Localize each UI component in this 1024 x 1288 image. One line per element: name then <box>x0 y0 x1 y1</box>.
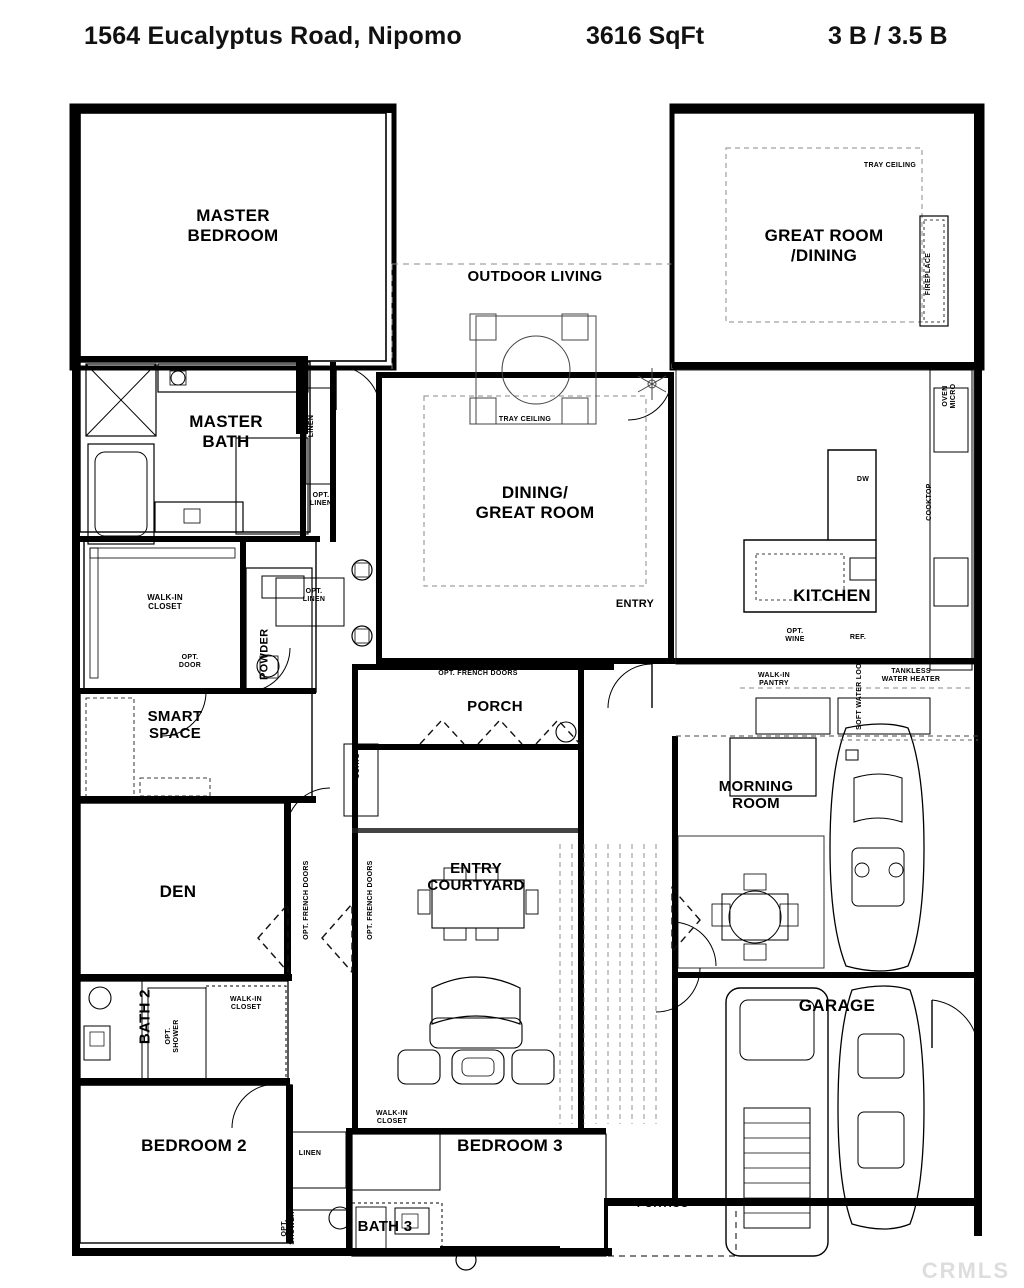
annotation-oven-micro: OVEN MICRO <box>941 383 957 409</box>
annotation-linen-master-bath: LINEN <box>307 414 315 438</box>
annotation-walk-in-closet-bed3: WALK-IN CLOSET <box>375 1110 409 1126</box>
room-label-morning-room: MORNING ROOM <box>718 778 794 813</box>
annotation-opt-shower-bath3: OPT. SHOWER <box>280 1211 296 1245</box>
annotation-opt-shower-bath2: OPT. SHOWER <box>164 1019 180 1053</box>
annotation-opt-french-doors-morning: OPT. FRENCH DOORS <box>672 842 680 922</box>
header <box>0 22 1024 66</box>
annotation-cooktop: COOKTOP <box>925 483 933 521</box>
room-label-smart-space: SMART SPACE <box>147 708 203 743</box>
annotation-tray-ceiling-great-room: TRAY CEILING <box>863 162 917 169</box>
sqft-label: 3616 SqFt <box>586 22 705 50</box>
annotation-entry: ENTRY <box>615 598 655 610</box>
room-label-walk-in-closet: WALK-IN CLOSET <box>147 593 183 612</box>
annotation-walk-in-pantry: WALK-IN PANTRY <box>757 672 791 688</box>
room-label-porch: PORCH <box>467 698 523 715</box>
watermark: CRMLS <box>921 1258 1010 1283</box>
annotation-soft-water-loop: SOFT WATER LOOP <box>855 658 863 730</box>
annotation-ref: REF. <box>849 634 867 641</box>
beds-baths-label: 3 B / 3.5 B <box>828 22 948 50</box>
room-label-bath-2: BATH 2 <box>136 989 154 1045</box>
annotation-fireplace: FIREPLACE <box>924 252 932 296</box>
annotation-opt-linen-master: OPT. LINEN <box>309 492 333 508</box>
annotation-walk-in-closet-bath2: WALK-IN CLOSET <box>229 996 263 1012</box>
annotation-opt-wine: OPT. WINE <box>785 628 805 644</box>
annotation-tankless-water-heater: TANKLESS WATER HEATER <box>881 668 941 684</box>
room-label-powder: POWDER <box>258 628 271 680</box>
room-label-master-bath: MASTER BATH <box>189 412 263 451</box>
annotation-opt-french-doors-den-1: OPT. FRENCH DOORS <box>302 860 310 940</box>
annotation-dw: DW <box>856 476 870 483</box>
annotation-opt-door-closet: OPT. DOOR <box>178 654 202 670</box>
room-label-kitchen: KITCHEN <box>793 586 871 605</box>
room-label-bedroom-3: BEDROOM 3 <box>457 1136 563 1155</box>
page-title: 1564 Eucalyptus Road, Nipomo <box>84 22 462 50</box>
room-label-great-room-dining: GREAT ROOM /DINING <box>764 226 884 265</box>
annotation-linen-bedroom3: LINEN <box>298 1150 322 1157</box>
room-label-garage: GARAGE <box>798 996 876 1015</box>
room-label-outdoor-living: OUTDOOR LIVING <box>467 268 603 285</box>
room-label-dining-great-room: DINING/ GREAT ROOM <box>475 483 595 522</box>
room-label-bath-3: BATH 3 <box>357 1218 413 1235</box>
room-label-den: DEN <box>159 882 197 901</box>
room-label-master-bedroom: MASTER BEDROOM <box>187 206 279 245</box>
annotation-tray-ceiling-dining: TRAY CEILING <box>498 416 552 423</box>
annotation-opt-french-doors-porch: OPT. FRENCH DOORS <box>438 670 518 677</box>
floor-plan-drawing <box>0 88 1024 1288</box>
room-label-entry-courtyard: ENTRY COURTYARD <box>427 860 525 895</box>
annotation-coats: COATS <box>353 753 361 779</box>
room-label-portico: PORTICO <box>636 1198 690 1210</box>
room-label-bedroom-2: BEDROOM 2 <box>141 1136 247 1155</box>
annotation-opt-linen-powder: OPT. LINEN <box>302 588 326 604</box>
annotation-opt-french-doors-den-2: OPT. FRENCH DOORS <box>366 860 374 940</box>
